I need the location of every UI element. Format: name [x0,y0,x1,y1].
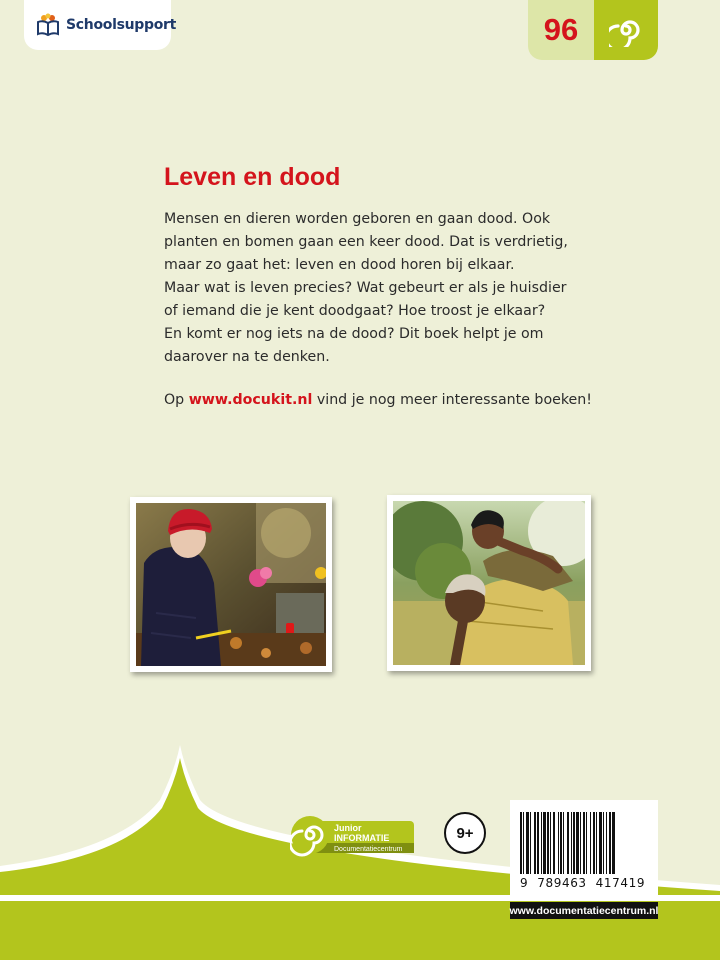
website-suffix: vind je nog meer interessante boeken! [312,392,592,408]
body-line: planten en bomen gaan een keer dood. Dat is verdrietig, [164,234,568,250]
barcode-digits [520,876,648,890]
junior-informatie-logo [290,813,416,857]
barcode-bar [599,812,602,874]
barcode-bar [553,812,555,874]
barcode-bar [606,812,607,874]
series-number: 96 [528,0,594,60]
body-line: En komt er nog iets na de dood? Dit boek helpt je om [164,326,544,342]
barcode-bar [541,812,542,874]
body-line: Mensen en dieren worden geboren en gaan dood. Ook [164,211,551,227]
docukit-link[interactable]: www.docukit.nl [188,392,313,408]
barcode [510,800,658,900]
series-logo-line3: Documentatiecentrum [334,846,403,853]
barcode-bar [563,812,564,874]
website-line [164,392,594,408]
barcode-bar [543,812,546,874]
barcode-bar [530,812,531,874]
publisher-name: Schoolsupport [66,17,177,33]
barcode-digit-group: 9 [520,876,529,890]
barcode-bar [576,812,579,874]
barcode-bar [593,812,595,874]
barcode-bar [580,812,581,874]
barcode-digit-group: 417419 [595,876,646,890]
barcode-bar [596,812,597,874]
barcode-bar [583,812,585,874]
barcode-bar [612,812,615,874]
photo-grandparent-child [387,495,591,671]
barcode-bar [609,812,611,874]
body-line: daarover na te denken. [164,349,330,365]
series-icon-box [594,0,658,60]
publisher-badge [24,0,177,50]
barcode-bar [550,812,551,874]
barcode-bars [520,812,648,874]
age-badge: 9+ [444,812,486,854]
barcode-bar [590,812,591,874]
barcode-bar [534,812,536,874]
series-logo-line2: INFORMATIE [334,833,390,843]
series-badge [528,0,658,60]
spiral-icon [609,13,643,47]
barcode-bar [567,812,569,874]
book-title: Leven en dood [164,163,341,191]
barcode-bar [560,812,562,874]
barcode-bar [558,812,559,874]
barcode-bar [520,812,522,874]
barcode-bar [573,812,575,874]
body-paragraph [164,208,594,369]
series-logo-line1: Junior [334,823,362,833]
footer-website: www.documentatiecentrum.nl [510,902,658,919]
book-people-icon [36,13,60,37]
barcode-digit-group: 789463 [537,876,587,890]
photo-child-cemetery [130,497,332,672]
barcode-bar [547,812,549,874]
body-line: maar zo gaat het: leven en dood horen bij elkaar. [164,257,515,273]
book-description [164,163,594,408]
barcode-bar [603,812,604,874]
website-prefix: Op [164,392,189,408]
body-line: of iemand die je kent doodgaat? Hoe troost je elkaar? [164,303,546,319]
body-line: Maar wat is leven precies? Wat gebeurt er als je huisdier [164,280,567,296]
barcode-bar [537,812,539,874]
barcode-bar [586,812,587,874]
barcode-bar [523,812,524,874]
barcode-bar [571,812,572,874]
barcode-bar [526,812,529,874]
